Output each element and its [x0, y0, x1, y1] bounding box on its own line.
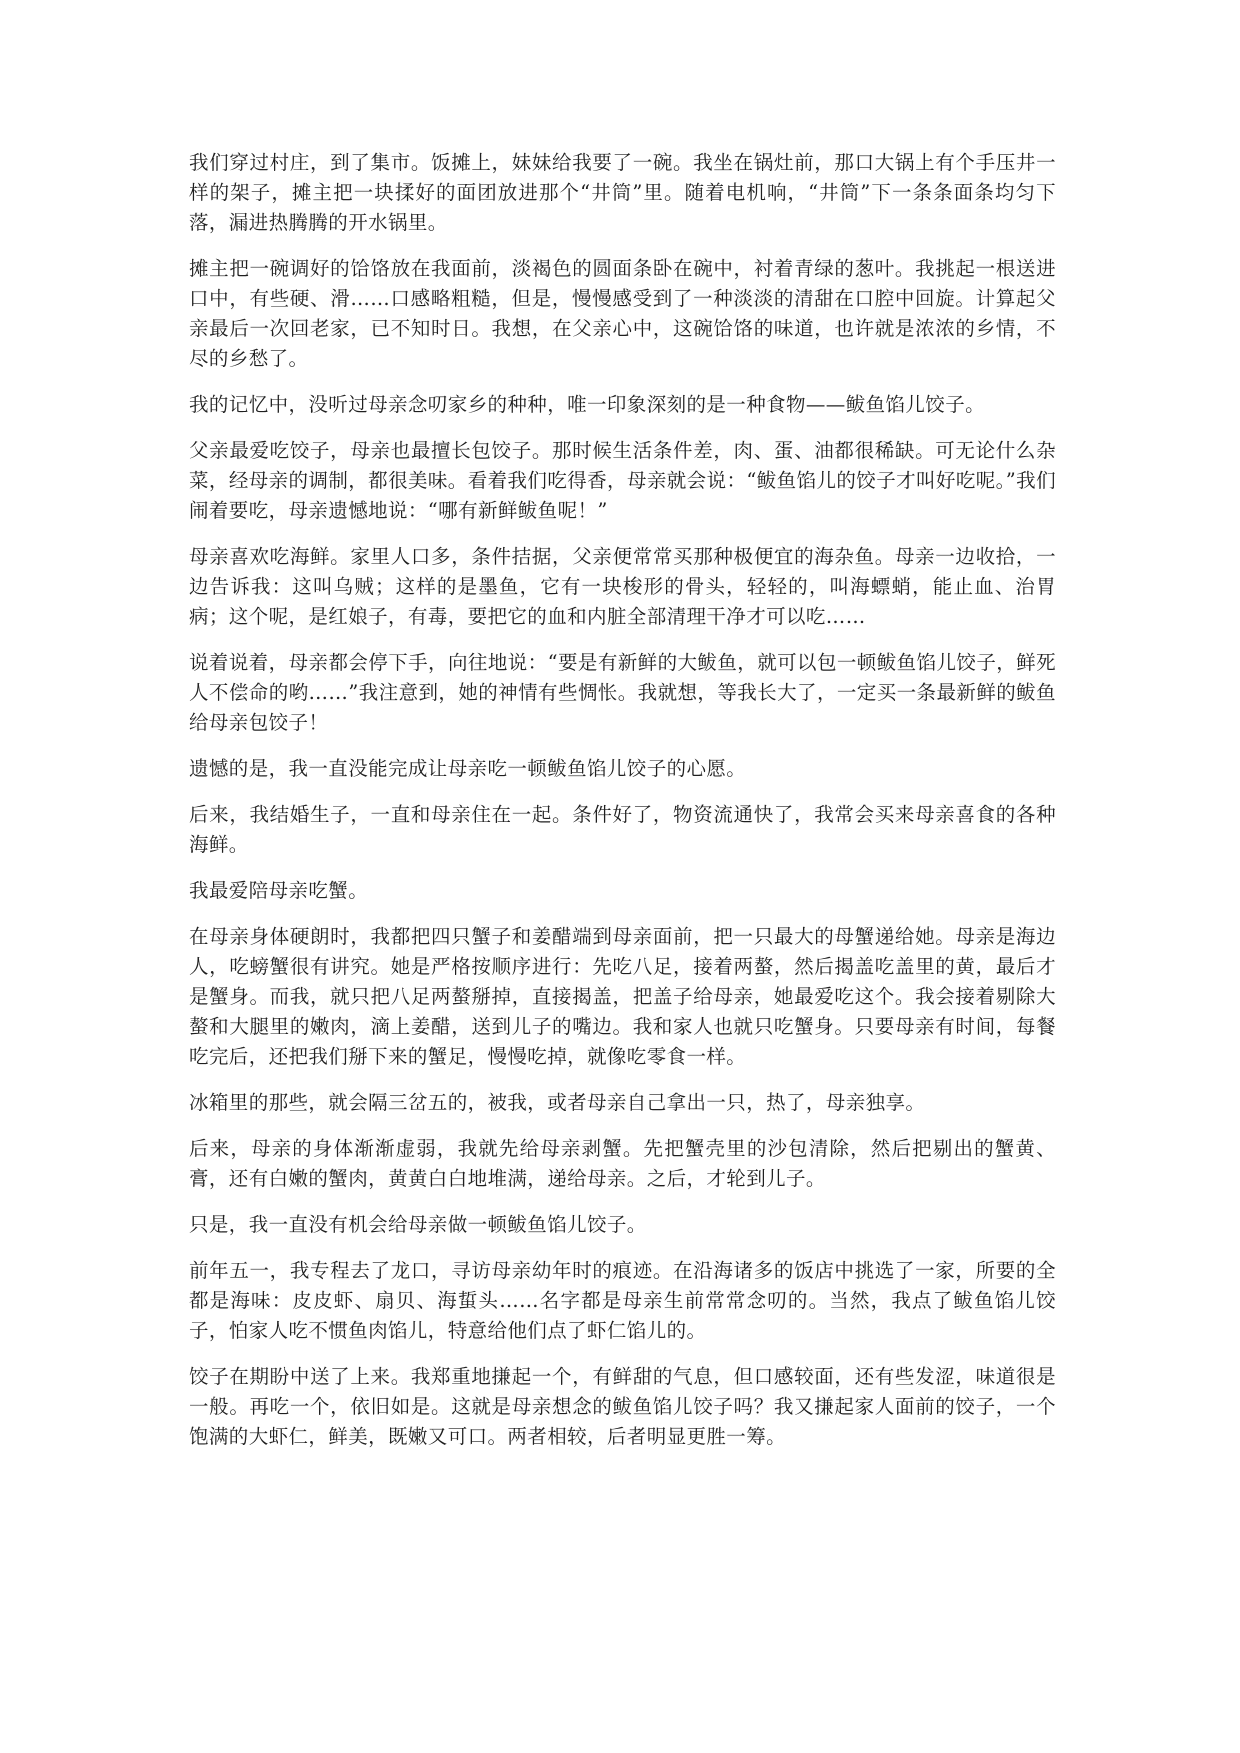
paragraph: 遗憾的是，我一直没能完成让母亲吃一顿鲅鱼馅儿饺子的心愿。 [189, 757, 747, 780]
paragraph: 在母亲身体硬朗时，我都把四只蟹子和姜醋端到母亲面前，把一只最大的母蟹递给她。母亲是海边人，吃螃蟹很有讲究。她是严格按顺序进行：先吃八足，接着两螯，然后揭盖吃盖里的黄，最后才是蟹身。而我，就只把八足两螯掰掉，直接揭盖，把盖子给母亲，她最爱吃这个。我会接着剔除大螯和大腿里的嫩肉，滴上姜醋，送到儿子的嘴边。我和家人也就只吃蟹身。只要母亲有时间，每餐吃完后，还把我们掰下来的蟹足，慢慢吃掉，就像吃零食一样。 [189, 925, 1056, 1068]
paragraph: 父亲最爱吃饺子，母亲也最擅长包饺子。那时候生活条件差，肉、蛋、油都很稀缺。可无论什么杂菜，经母亲的调制，都很美味。看着我们吃得香，母亲就会说：“鲅鱼馅儿的饺子才叫好吃呢。”我们闹着要吃，母亲遗憾地说：“哪有新鲜鲅鱼呢！” [189, 439, 1056, 522]
paragraph: 后来，母亲的身体渐渐虚弱，我就先给母亲剥蟹。先把蟹壳里的沙包清除，然后把剔出的蟹黄、膏，还有白嫩的蟹肉，黄黄白白地堆满，递给母亲。之后，才轮到儿子。 [189, 1137, 1056, 1190]
paragraph: 后来，我结婚生子，一直和母亲住在一起。条件好了，物资流通快了，我常会买来母亲喜食的各种海鲜。 [189, 803, 1056, 856]
paragraph: 摊主把一碗调好的饸饹放在我面前，淡褐色的圆面条卧在碗中，衬着青绿的葱叶。我挑起一根送进口中，有些硬、滑……口感略粗糙，但是，慢慢感受到了一种淡淡的清甜在口腔中回旋。计算起父亲最后一次回老家，已不知时日。我想，在父亲心中，这碗饸饹的味道，也许就是浓浓的乡情，不尽的乡愁了。 [189, 257, 1056, 370]
paragraph: 我们穿过村庄，到了集市。饭摊上，妹妹给我要了一碗。我坐在锅灶前，那口大锅上有个手压井一样的架子，摊主把一块揉好的面团放进那个“井筒”里。随着电机响，“井筒”下一条条面条均匀下落，漏进热腾腾的开水锅里。 [189, 151, 1056, 234]
paragraph: 饺子在期盼中送了上来。我郑重地搛起一个，有鲜甜的气息，但口感较面，还有些发涩，味道很是一般。再吃一个，依旧如是。这就是母亲想念的鲅鱼馅儿饺子吗？我又搛起家人面前的饺子，一个饱满的大虾仁，鲜美，既嫩又可口。两者相较，后者明显更胜一筹。 [189, 1365, 1056, 1448]
paragraph: 我最爱陪母亲吃蟹。 [189, 879, 369, 902]
paragraph: 冰箱里的那些，就会隔三岔五的，被我，或者母亲自己拿出一只，热了，母亲独享。 [189, 1091, 926, 1114]
paragraph: 前年五一，我专程去了龙口，寻访母亲幼年时的痕迹。在沿海诸多的饭店中挑选了一家，所要的全都是海味：皮皮虾、扇贝、海蜇头……名字都是母亲生前常常念叨的。当然，我点了鲅鱼馅儿饺子，怕家人吃不惯鱼肉馅儿，特意给他们点了虾仁馅儿的。 [189, 1259, 1056, 1342]
paragraph: 母亲喜欢吃海鲜。家里人口多，条件拮据，父亲便常常买那种极便宜的海杂鱼。母亲一边收拾，一边告诉我：这叫乌贼；这样的是墨鱼，它有一块梭形的骨头，轻轻的，叫海螵蛸，能止血、治胃病；这个呢，是红娘子，有毒，要把它的血和内脏全部清理干净才可以吃…… [189, 545, 1056, 628]
document-body [189, 148, 1056, 1468]
paragraph: 只是，我一直没有机会给母亲做一顿鲅鱼馅儿饺子。 [189, 1213, 647, 1236]
paragraph: 我的记忆中，没听过母亲念叨家乡的种种，唯一印象深刻的是一种食物——鲅鱼馅儿饺子。 [189, 393, 986, 416]
paragraph: 说着说着，母亲都会停下手，向往地说：“要是有新鲜的大鲅鱼，就可以包一顿鲅鱼馅儿饺子，鲜死人不偿命的哟……”我注意到，她的神情有些惆怅。我就想，等我长大了，一定买一条最新鲜的鲅鱼给母亲包饺子！ [189, 651, 1056, 734]
